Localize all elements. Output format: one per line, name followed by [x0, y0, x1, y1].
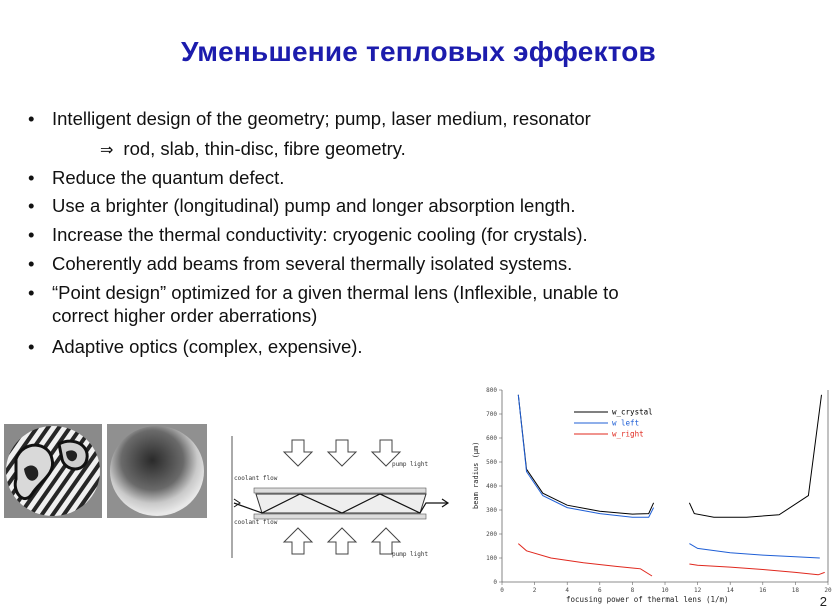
chart-y-tick-label: 400 — [486, 483, 497, 490]
bullet-dot: • — [28, 336, 35, 357]
implies-arrow-icon: ⇒ — [100, 140, 114, 159]
interferogram-image-distorted — [4, 424, 102, 518]
chart-legend-label: w left — [612, 418, 640, 428]
pump-light-label-bottom: pump light — [392, 551, 429, 558]
bullet-dot: • — [28, 224, 35, 245]
chart-y-tick-label: 700 — [486, 411, 497, 418]
chart-legend-label: w_crystal — [612, 407, 653, 417]
page-number: 2 — [819, 594, 827, 609]
chart-y-axis-label: beam radius (µm) — [472, 441, 480, 509]
bullet-text: Increase the thermal conductivity: cryogenic cooling (for crystals). — [52, 224, 588, 245]
bullet-text: Use a brighter (longitudinal) pump and longer absorption length. — [52, 195, 576, 216]
bullet-text: Intelligent design of the geometry; pump, laser medium, resonator — [52, 108, 591, 129]
bullet-text: Coherently add beams from several thermally isolated systems. — [52, 253, 573, 274]
slide-title: Уменьшение тепловых эффектов — [181, 36, 656, 67]
chart-x-tick-label: 12 — [693, 587, 702, 594]
interferogram-image-smooth — [107, 424, 207, 518]
chart-y-tick-label: 500 — [486, 459, 497, 466]
bullet-text: correct higher order aberrations) — [52, 305, 318, 326]
chart-y-tick-label: 0 — [493, 579, 497, 586]
bullet-dot: • — [28, 167, 35, 188]
chart-x-tick-label: 6 — [597, 587, 602, 594]
chart-x-tick-label: 8 — [630, 587, 635, 594]
sub-bullet-text: rod, slab, thin-disc, fibre geometry. — [123, 138, 406, 159]
chart-x-tick-label: 4 — [565, 587, 570, 594]
bullet-dot: • — [28, 195, 35, 216]
beam-radius-chart — [466, 384, 836, 606]
pump-light-label-top: pump light — [392, 461, 429, 468]
bullet-dot: • — [28, 282, 35, 303]
chart-legend-label: w_right — [612, 429, 644, 439]
chart-x-tick-label: 20 — [824, 587, 832, 594]
chart-x-tick-label: 18 — [791, 587, 800, 594]
chart-y-tick-label: 300 — [486, 507, 497, 514]
chart-y-tick-label: 800 — [486, 387, 497, 394]
coolant-flow-label-bottom: coolant flow — [234, 519, 278, 526]
chart-x-tick-label: 16 — [759, 587, 767, 594]
pump-arrows-bottom — [284, 528, 400, 554]
coolant-strip-bottom — [254, 514, 426, 519]
bullet-text: Adaptive optics (complex, expensive). — [52, 336, 363, 357]
chart-x-tick-label: 10 — [661, 587, 669, 594]
chart-x-tick-label: 14 — [726, 587, 734, 594]
chart-y-tick-label: 600 — [486, 435, 497, 442]
chart-y-tick-label: 200 — [486, 531, 497, 538]
bullet-dot: • — [28, 253, 35, 274]
chart-y-tick-label: 100 — [486, 555, 497, 562]
coolant-flow-label-top: coolant flow — [234, 475, 278, 482]
coolant-strip-top — [254, 488, 426, 493]
chart-x-tick-label: 0 — [500, 587, 504, 594]
bullet-text: “Point design” optimized for a given thermal lens (Inflexible, unable to — [52, 282, 619, 303]
pump-arrows-top — [284, 440, 400, 466]
sub-bullet — [100, 138, 406, 160]
chart-x-tick-label: 2 — [532, 587, 537, 594]
chart-x-axis-label: focusing power of thermal lens (1/m) — [566, 595, 729, 604]
zigzag-slab-diagram — [220, 436, 452, 558]
bullet-dot: • — [28, 108, 35, 129]
bullet-text: Reduce the quantum defect. — [52, 167, 285, 188]
